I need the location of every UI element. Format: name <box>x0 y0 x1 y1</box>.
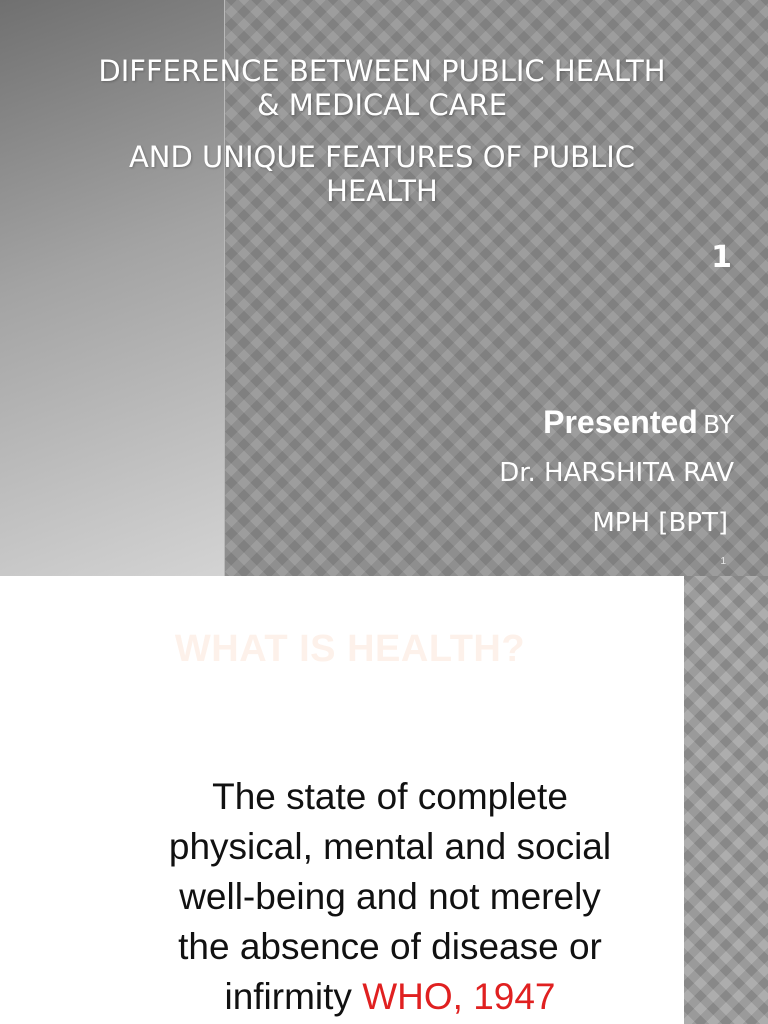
title-number: 1 <box>711 240 732 275</box>
slide-number: 1 <box>720 556 726 567</box>
by-word: BY <box>702 410 734 439</box>
title-line: DIFFERENCE BETWEEN PUBLIC HEALTH <box>98 54 666 88</box>
title-line: & MEDICAL CARE <box>256 88 508 122</box>
health-definition <box>90 772 690 1022</box>
presented-word: Presented <box>543 404 698 440</box>
presented-by-line <box>543 404 734 441</box>
slide-heading: WHAT IS HEALTH? <box>174 628 526 670</box>
definition-last-words: infirmity <box>224 976 352 1017</box>
definition-line <box>90 972 690 1022</box>
citation: WHO, 1947 <box>362 976 556 1017</box>
definition-line: well-being and not merely <box>179 876 601 917</box>
slide-title <box>20 54 744 208</box>
author-name: Dr. HARSHITA RAV <box>499 458 734 488</box>
title-line: HEALTH <box>326 174 438 208</box>
definition-line: physical, mental and social <box>168 826 612 867</box>
author-degree: MPH [BPT] <box>592 508 728 538</box>
definition-line: The state of complete <box>212 776 568 817</box>
definition-slide <box>0 576 768 1024</box>
title-line: AND UNIQUE FEATURES OF PUBLIC <box>128 140 636 174</box>
definition-line: the absence of disease or <box>178 926 602 967</box>
